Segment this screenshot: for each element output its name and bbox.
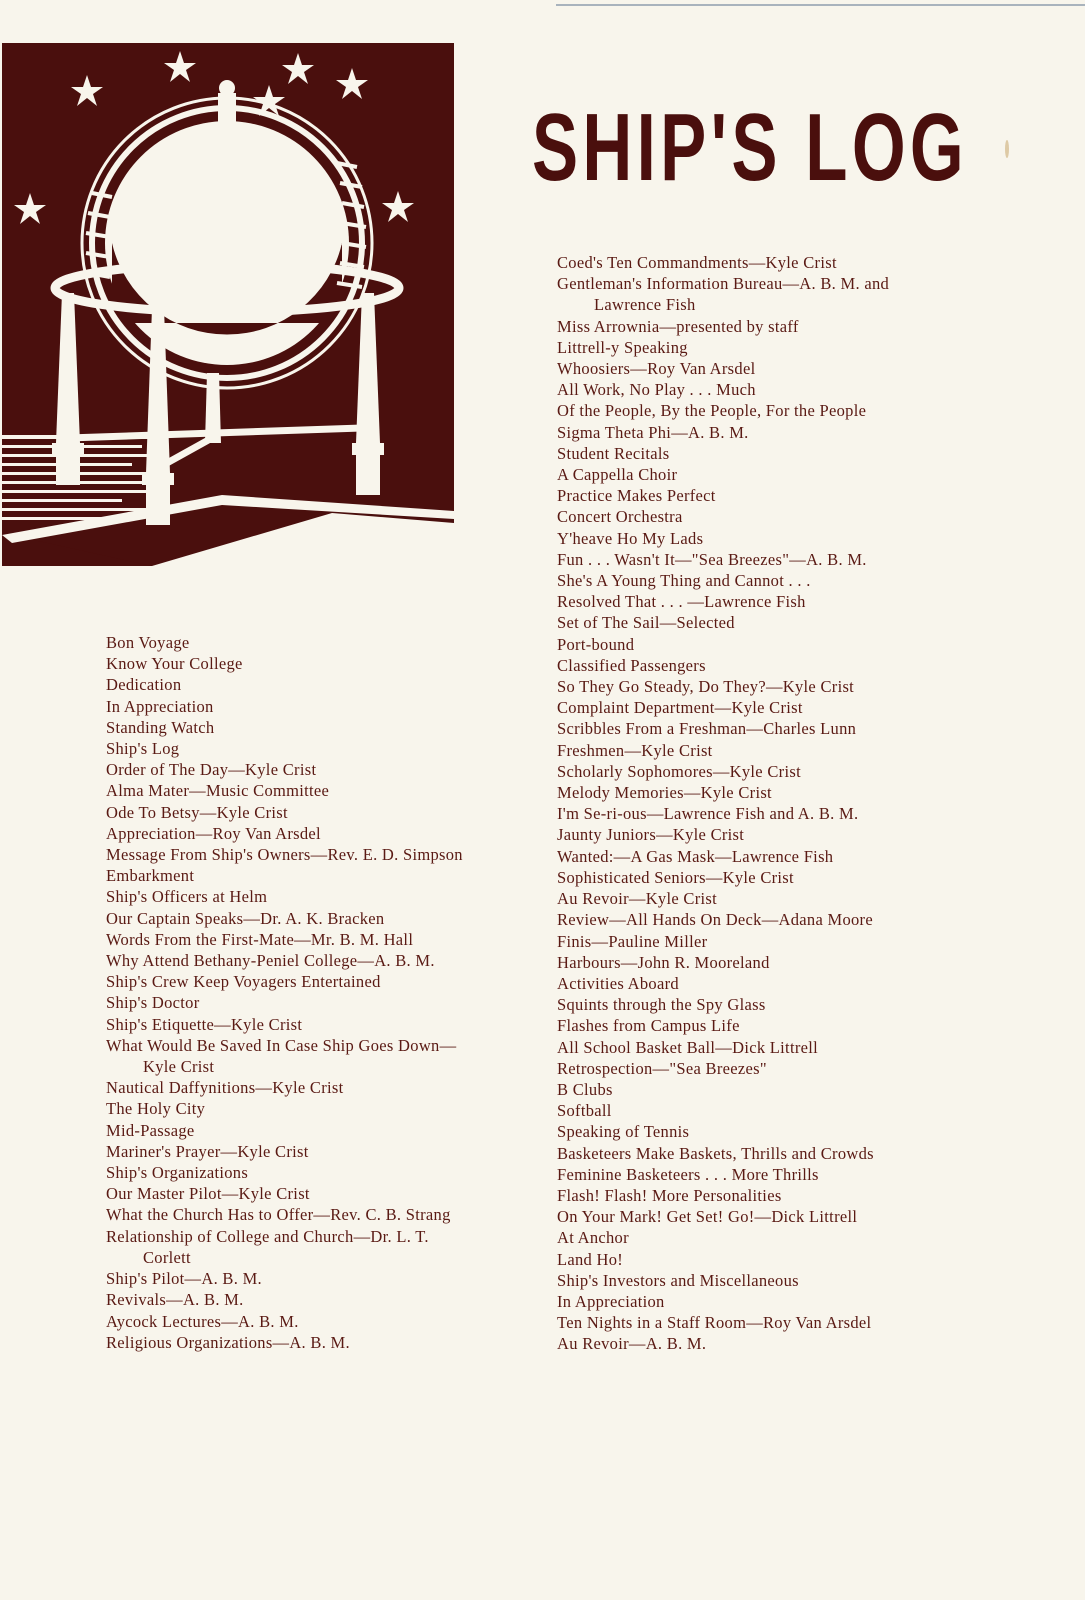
contents-entry: Dedication bbox=[106, 675, 182, 695]
contents-entry: Finis—Pauline Miller bbox=[557, 931, 708, 951]
contents-entry: Sigma Theta Phi—A. B. M. bbox=[557, 422, 749, 442]
contents-entry: In Appreciation bbox=[106, 696, 214, 716]
contents-entry: Melody Memories—Kyle Crist bbox=[557, 783, 772, 803]
contents-entry: Order of The Day—Kyle Crist bbox=[106, 760, 317, 780]
contents-entry: Ship's Organizations bbox=[106, 1163, 249, 1183]
contents-entry: The Holy City bbox=[106, 1099, 206, 1119]
contents-entry: Ship's Crew Keep Voyagers Entertained bbox=[106, 972, 381, 992]
contents-entry: Activities Aboard bbox=[557, 973, 679, 993]
contents-entry: Ode To Betsy—Kyle Crist bbox=[106, 802, 288, 822]
contents-entry: Fun . . . Wasn't It—"Sea Breezes"—A. B. M. bbox=[557, 549, 867, 569]
contents-entry: Ship's Etiquette—Kyle Crist bbox=[106, 1014, 303, 1034]
contents-entry: Our Captain Speaks—Dr. A. K. Bracken bbox=[106, 908, 385, 928]
contents-entry: Revivals—A. B. M. bbox=[106, 1290, 244, 1310]
contents-entry: B Clubs bbox=[557, 1079, 613, 1099]
contents-entry: What the Church Has to Offer—Rev. C. B. Strang bbox=[106, 1205, 451, 1225]
contents-entry: Port-bound bbox=[557, 634, 635, 654]
contents-entry: Student Recitals bbox=[557, 443, 670, 463]
contents-entry: Freshmen—Kyle Crist bbox=[557, 740, 713, 760]
contents-entry: Concert Orchestra bbox=[557, 507, 683, 527]
contents-entry: I'm Se-ri-ous—Lawrence Fish and A. B. M. bbox=[557, 804, 859, 824]
contents-entry: Basketeers Make Baskets, Thrills and Crowds bbox=[557, 1143, 874, 1163]
contents-entry: Bon Voyage bbox=[106, 633, 190, 652]
contents-entry: Y'heave Ho My Lads bbox=[557, 528, 704, 548]
contents-entry: Embarkment bbox=[106, 866, 195, 886]
contents-entry: Land Ho! bbox=[557, 1249, 624, 1269]
contents-entry-line: What Would Be Saved In Case Ship Goes Down— bbox=[106, 1035, 457, 1055]
contents-entry: Jaunty Juniors—Kyle Crist bbox=[557, 825, 745, 845]
contents-entry: Resolved That . . . —Lawrence Fish bbox=[557, 592, 806, 612]
contents-entry: Ten Nights in a Staff Room—Roy Van Arsdel bbox=[557, 1313, 872, 1333]
contents-entry bbox=[557, 273, 987, 315]
contents-entry-continuation: Kyle Crist bbox=[143, 1057, 215, 1077]
contents-entry: Harbours—John R. Mooreland bbox=[557, 952, 770, 972]
contents-entry: Know Your College bbox=[106, 654, 243, 674]
contents-entry: Feminine Basketeers . . . More Thrills bbox=[557, 1164, 819, 1184]
contents-entry: Religious Organizations—A. B. M. bbox=[106, 1332, 350, 1352]
armillary-sphere-illustration bbox=[2, 43, 454, 566]
contents-entry: Standing Watch bbox=[106, 717, 215, 737]
contents-entry: Scholarly Sophomores—Kyle Crist bbox=[557, 761, 801, 781]
contents-list-right bbox=[557, 252, 987, 1355]
contents-entry-continuation: Lawrence Fish bbox=[594, 295, 696, 315]
contents-entry: Mariner's Prayer—Kyle Crist bbox=[106, 1141, 309, 1161]
contents-entry: Complaint Department—Kyle Crist bbox=[557, 698, 803, 718]
contents-entry: Why Attend Bethany-Peniel College—A. B. M. bbox=[106, 951, 435, 971]
contents-entry: Flash! Flash! More Personalities bbox=[557, 1185, 782, 1205]
contents-entry: Alma Mater—Music Committee bbox=[106, 781, 330, 801]
paper-fleck bbox=[1005, 140, 1009, 158]
contents-list-left bbox=[106, 632, 536, 1353]
contents-entry: Ship's Investors and Miscellaneous bbox=[557, 1270, 799, 1290]
contents-entry: Of the People, By the People, For the People bbox=[557, 401, 867, 421]
contents-entry: She's A Young Thing and Cannot . . . bbox=[557, 571, 811, 591]
contents-entry: Softball bbox=[557, 1101, 612, 1121]
contents-entry: Littrell-y Speaking bbox=[557, 337, 688, 357]
contents-entry: Flashes from Campus Life bbox=[557, 1016, 740, 1036]
top-rule bbox=[556, 4, 1085, 6]
contents-entry: Miss Arrownia—presented by staff bbox=[557, 316, 799, 336]
contents-entry: Au Revoir—Kyle Crist bbox=[557, 889, 717, 909]
contents-entry: Practice Makes Perfect bbox=[557, 486, 716, 506]
contents-entry: Set of The Sail—Selected bbox=[557, 613, 735, 633]
contents-entry: Review—All Hands On Deck—Adana Moore bbox=[557, 910, 873, 930]
contents-entry: Message From Ship's Owners—Rev. E. D. Simpson bbox=[106, 845, 463, 865]
contents-entry: Ship's Log bbox=[106, 739, 180, 759]
contents-entry bbox=[106, 1035, 536, 1077]
contents-entry: Squints through the Spy Glass bbox=[557, 995, 766, 1015]
contents-entry: A Cappella Choir bbox=[557, 465, 678, 485]
contents-entry: Classified Passengers bbox=[557, 655, 706, 675]
contents-entry-line: Relationship of College and Church—Dr. L. T. bbox=[106, 1226, 429, 1246]
contents-entry: Aycock Lectures—A. B. M. bbox=[106, 1311, 299, 1331]
contents-entry: Speaking of Tennis bbox=[557, 1122, 690, 1142]
contents-entry: At Anchor bbox=[557, 1228, 629, 1248]
contents-entry: Whoosiers—Roy Van Arsdel bbox=[557, 359, 756, 379]
contents-entry: Words From the First-Mate—Mr. B. M. Hall bbox=[106, 929, 414, 949]
contents-entry: In Appreciation bbox=[557, 1291, 665, 1311]
contents-entry: Sophisticated Seniors—Kyle Crist bbox=[557, 867, 794, 887]
contents-entry: Ship's Pilot—A. B. M. bbox=[106, 1269, 262, 1289]
contents-entry: Nautical Daffynitions—Kyle Crist bbox=[106, 1078, 344, 1098]
contents-entry bbox=[106, 1226, 536, 1268]
contents-entry: Scribbles From a Freshman—Charles Lunn bbox=[557, 719, 857, 739]
contents-entry: Our Master Pilot—Kyle Crist bbox=[106, 1184, 310, 1204]
page-title: SHIP'S LOG bbox=[532, 94, 969, 201]
contents-entry: All School Basket Ball—Dick Littrell bbox=[557, 1037, 819, 1057]
contents-entry: On Your Mark! Get Set! Go!—Dick Littrell bbox=[557, 1207, 858, 1227]
contents-entry: All Work, No Play . . . Much bbox=[557, 380, 756, 400]
contents-entry: Ship's Officers at Helm bbox=[106, 887, 268, 907]
contents-entry: So They Go Steady, Do They?—Kyle Crist bbox=[557, 677, 855, 697]
contents-entry-continuation: Corlett bbox=[143, 1247, 191, 1267]
contents-entry: Au Revoir—A. B. M. bbox=[557, 1334, 707, 1354]
contents-entry: Wanted:—A Gas Mask—Lawrence Fish bbox=[557, 846, 834, 866]
contents-entry: Retrospection—"Sea Breezes" bbox=[557, 1058, 767, 1078]
contents-entry: Mid-Passage bbox=[106, 1120, 195, 1140]
contents-entry: Coed's Ten Commandments—Kyle Crist bbox=[557, 253, 837, 272]
contents-entry: Appreciation—Roy Van Arsdel bbox=[106, 823, 321, 843]
contents-entry: Ship's Doctor bbox=[106, 993, 200, 1013]
contents-entry-line: Gentleman's Information Bureau—A. B. M. and bbox=[557, 274, 890, 294]
